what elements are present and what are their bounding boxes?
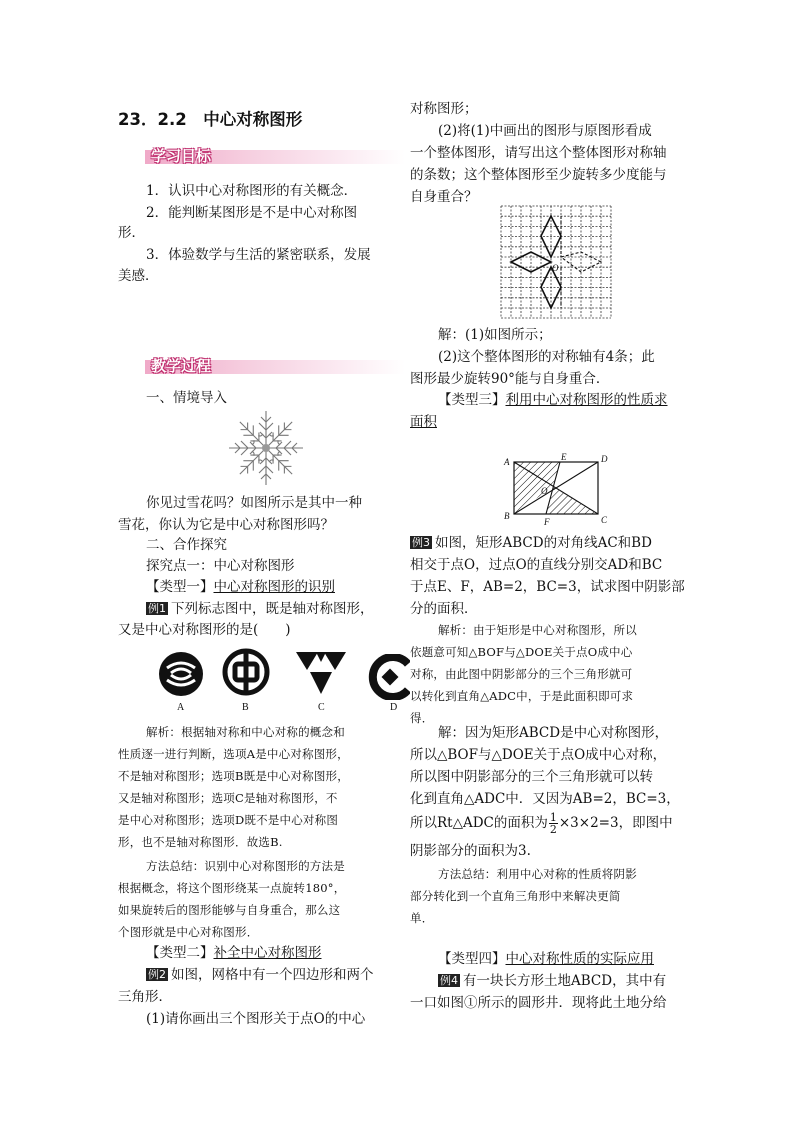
ex3-calc-pre: 所以Rt△ADC的面积为: [410, 815, 548, 831]
rect-label-a: A: [504, 457, 510, 467]
section-banner-goals: [145, 146, 410, 168]
ex2-answer-3: 图形最少旋转90°能与自身重合．: [410, 371, 610, 387]
logo-d-construction-bank: [368, 654, 410, 700]
type1-title: 中心对称图形的识别: [213, 579, 335, 595]
ex1-summary-3: 如果旋转后的图形能够与自身重合，那么这: [118, 903, 341, 917]
grid-figure: [500, 205, 612, 319]
ex3-question-2: 相交于点O，过点O的直线分别交AD和BC: [410, 557, 663, 573]
goal-line-4: 3．体验数学与生活的紧密联系，发展: [146, 247, 371, 263]
ex1-analysis-1: 解析：根据轴对称和中心对称的概念和: [146, 725, 345, 739]
ex1-analysis-6: 形，也不是轴对称图形．故选B.: [118, 835, 283, 849]
logo-d-label: D: [390, 702, 398, 713]
rectangle-figure: [500, 450, 618, 530]
ex4-question-1: [438, 970, 666, 992]
ex3-analysis-4: 以转化到直角△ADC中，于是此面积即可求: [410, 689, 634, 703]
ex4-text-1: 有一块长方形土地ABCD，其中有: [463, 973, 667, 989]
snowflake-image: [224, 408, 308, 488]
ex2-q2-4: 自身重合？: [410, 189, 478, 205]
ex2-question-2: 三角形．: [118, 989, 172, 1005]
fraction-denominator: 2: [549, 823, 557, 836]
ex3-summary-3: 单．: [410, 911, 434, 925]
intro-heading: 一、情境导入: [146, 390, 227, 406]
grid-point-label: O: [552, 263, 559, 273]
ex3-summary-1: 方法总结：利用中心对称的性质将阴影: [438, 867, 637, 881]
ex3-analysis-1: 解析：由于矩形是中心对称图形，所以: [438, 623, 637, 637]
section-banner-process: [145, 356, 410, 378]
ex2-q2-3: 的条数；这个整体图形至少旋转多少度能与: [410, 167, 667, 183]
intro-text-2: 雪花，你认为它是中心对称图形吗？: [118, 517, 334, 533]
ex2-answer-1: 解：(1)如图所示；: [438, 327, 552, 343]
fraction-numerator: 1: [549, 811, 557, 824]
ex2-question-1: [146, 964, 374, 986]
ex2-q1-cont: 对称图形；: [410, 101, 478, 117]
logo-b-bank-of-china: [222, 648, 270, 696]
ex1-summary-1: 方法总结：识别中心对称图形的方法是: [146, 859, 345, 873]
type2-title: 补全中心对称图形: [213, 945, 322, 961]
goal-line-3: 形．: [118, 225, 145, 241]
goal-line-5: 美感．: [118, 268, 159, 284]
fraction-half: [549, 812, 558, 835]
goal-line-1: 1．认识中心对称图形的有关概念．: [146, 183, 358, 199]
type4-heading: [438, 948, 654, 970]
type1-label: 【类型一】: [146, 579, 214, 595]
rect-label-d: D: [601, 454, 608, 464]
ex1-question-2: 又是中心对称图形的是( ): [118, 622, 291, 638]
ex3-analysis-2: 依题意可知△BOF与△DOE关于点O成中心: [410, 645, 633, 659]
type3-label: 【类型三】: [438, 392, 506, 408]
rect-label-c: C: [601, 515, 608, 525]
ex3-badge: 例3: [412, 536, 430, 549]
banner-label: 教学过程: [151, 357, 212, 375]
type4-title: 中心对称性质的实际应用: [505, 951, 654, 967]
rect-label-f: F: [544, 517, 550, 527]
rect-label-o: O: [541, 486, 548, 496]
type3-title-2: 面积: [410, 414, 437, 430]
ex2-answer-2: (2)这个整体图形的对称轴有4条；此: [438, 349, 655, 365]
ex2-badge: 例2: [148, 968, 166, 981]
ex2-q2-1: (2)将(1)中画出的图形与原图形看成: [438, 123, 652, 139]
ex3-solution-1: 解：因为矩形ABCD是中心对称图形，: [438, 725, 669, 741]
ex1-analysis-4: 又是轴对称图形；选项C是轴对称图形，不: [118, 791, 338, 805]
type4-label: 【类型四】: [438, 951, 506, 967]
ex1-summary-2: 根据概念，将这个图形绕某一点旋转180°，: [118, 881, 346, 895]
ex3-question-3: 于点E、F，AB=2，BC=3，试求图中阴影部: [410, 579, 685, 595]
ex1-analysis-5: 是中心对称图形；选项D既不是中心对称图: [118, 813, 339, 827]
logo-b-label: B: [242, 702, 249, 713]
ex3-solution-3: 所以图中阴影部分的三个三角形就可以转: [410, 769, 653, 785]
coop-heading: 二、合作探究: [146, 537, 227, 553]
ex1-analysis-2: 性质逐一进行判断，选项A是中心对称图形，: [118, 747, 349, 761]
ex2-q1: (1)请你画出三个图形关于点O的中心: [146, 1011, 366, 1027]
logo-a-label: A: [177, 702, 185, 713]
ex3-solution-4: 化到直角△ADC中．又因为AB=2，BC=3，: [410, 791, 680, 807]
ex4-badge: 例4: [440, 974, 458, 987]
ex1-text-1: 下列标志图中，既是轴对称图形，: [171, 601, 374, 617]
goal-line-2: 2．能判断某图形是不是中心对称图: [146, 205, 358, 221]
logo-c-label: C: [318, 702, 325, 713]
type3-heading: [438, 389, 668, 411]
ex1-summary-4: 个图形就是中心对称图形．: [118, 925, 259, 939]
ex2-text-1: 如图，网格中有一个四边形和两个: [171, 967, 374, 983]
page-title: 23．2.2 中心对称图形: [118, 110, 303, 129]
type2-heading: [146, 942, 322, 964]
banner-label: 学习目标: [151, 147, 212, 165]
logo-a-china-mobile: [157, 650, 205, 698]
type1-heading: [146, 576, 335, 598]
ex1-analysis-3: 不是轴对称图形；选项B既是中心对称图形，: [118, 769, 349, 783]
ex1-question-1: [146, 598, 374, 620]
ex3-analysis-3: 对称，由此图中阴影部分的三个三角形就可: [410, 667, 633, 681]
ex2-q2-2: 一个整体图形，请写出这个整体图形对称轴: [410, 145, 667, 161]
ex3-final: 阴影部分的面积为3.: [410, 843, 531, 859]
ex3-text-1: 如图，矩形ABCD的对角线AC和BD: [435, 535, 652, 551]
logo-c-triangle-mark: [294, 650, 348, 696]
ex3-question-1: [410, 532, 652, 554]
rect-label-e: E: [561, 452, 567, 462]
ex3-calc: [410, 812, 673, 835]
ex3-calc-post: ×3×2=3，即图中: [558, 815, 673, 831]
ex3-summary-2: 部分转化到一个直角三角形中来解决更简: [410, 889, 621, 903]
type3-title: 利用中心对称图形的性质求: [505, 392, 668, 408]
intro-text-1: 你见过雪花吗？如图所示是其中一种: [146, 495, 362, 511]
ex3-question-4: 分的面积．: [410, 601, 478, 617]
explore-point-1: 探究点一：中心对称图形: [146, 558, 295, 574]
type2-label: 【类型二】: [146, 945, 214, 961]
ex4-question-2: 一口如图①所示的圆形井．现将此土地分给: [410, 995, 667, 1011]
ex1-badge: 例1: [148, 602, 166, 615]
ex3-solution-2: 所以△BOF与△DOE关于点O成中心对称，: [410, 747, 667, 763]
rect-label-b: B: [504, 511, 510, 521]
ex3-analysis-5: 得．: [410, 711, 434, 725]
